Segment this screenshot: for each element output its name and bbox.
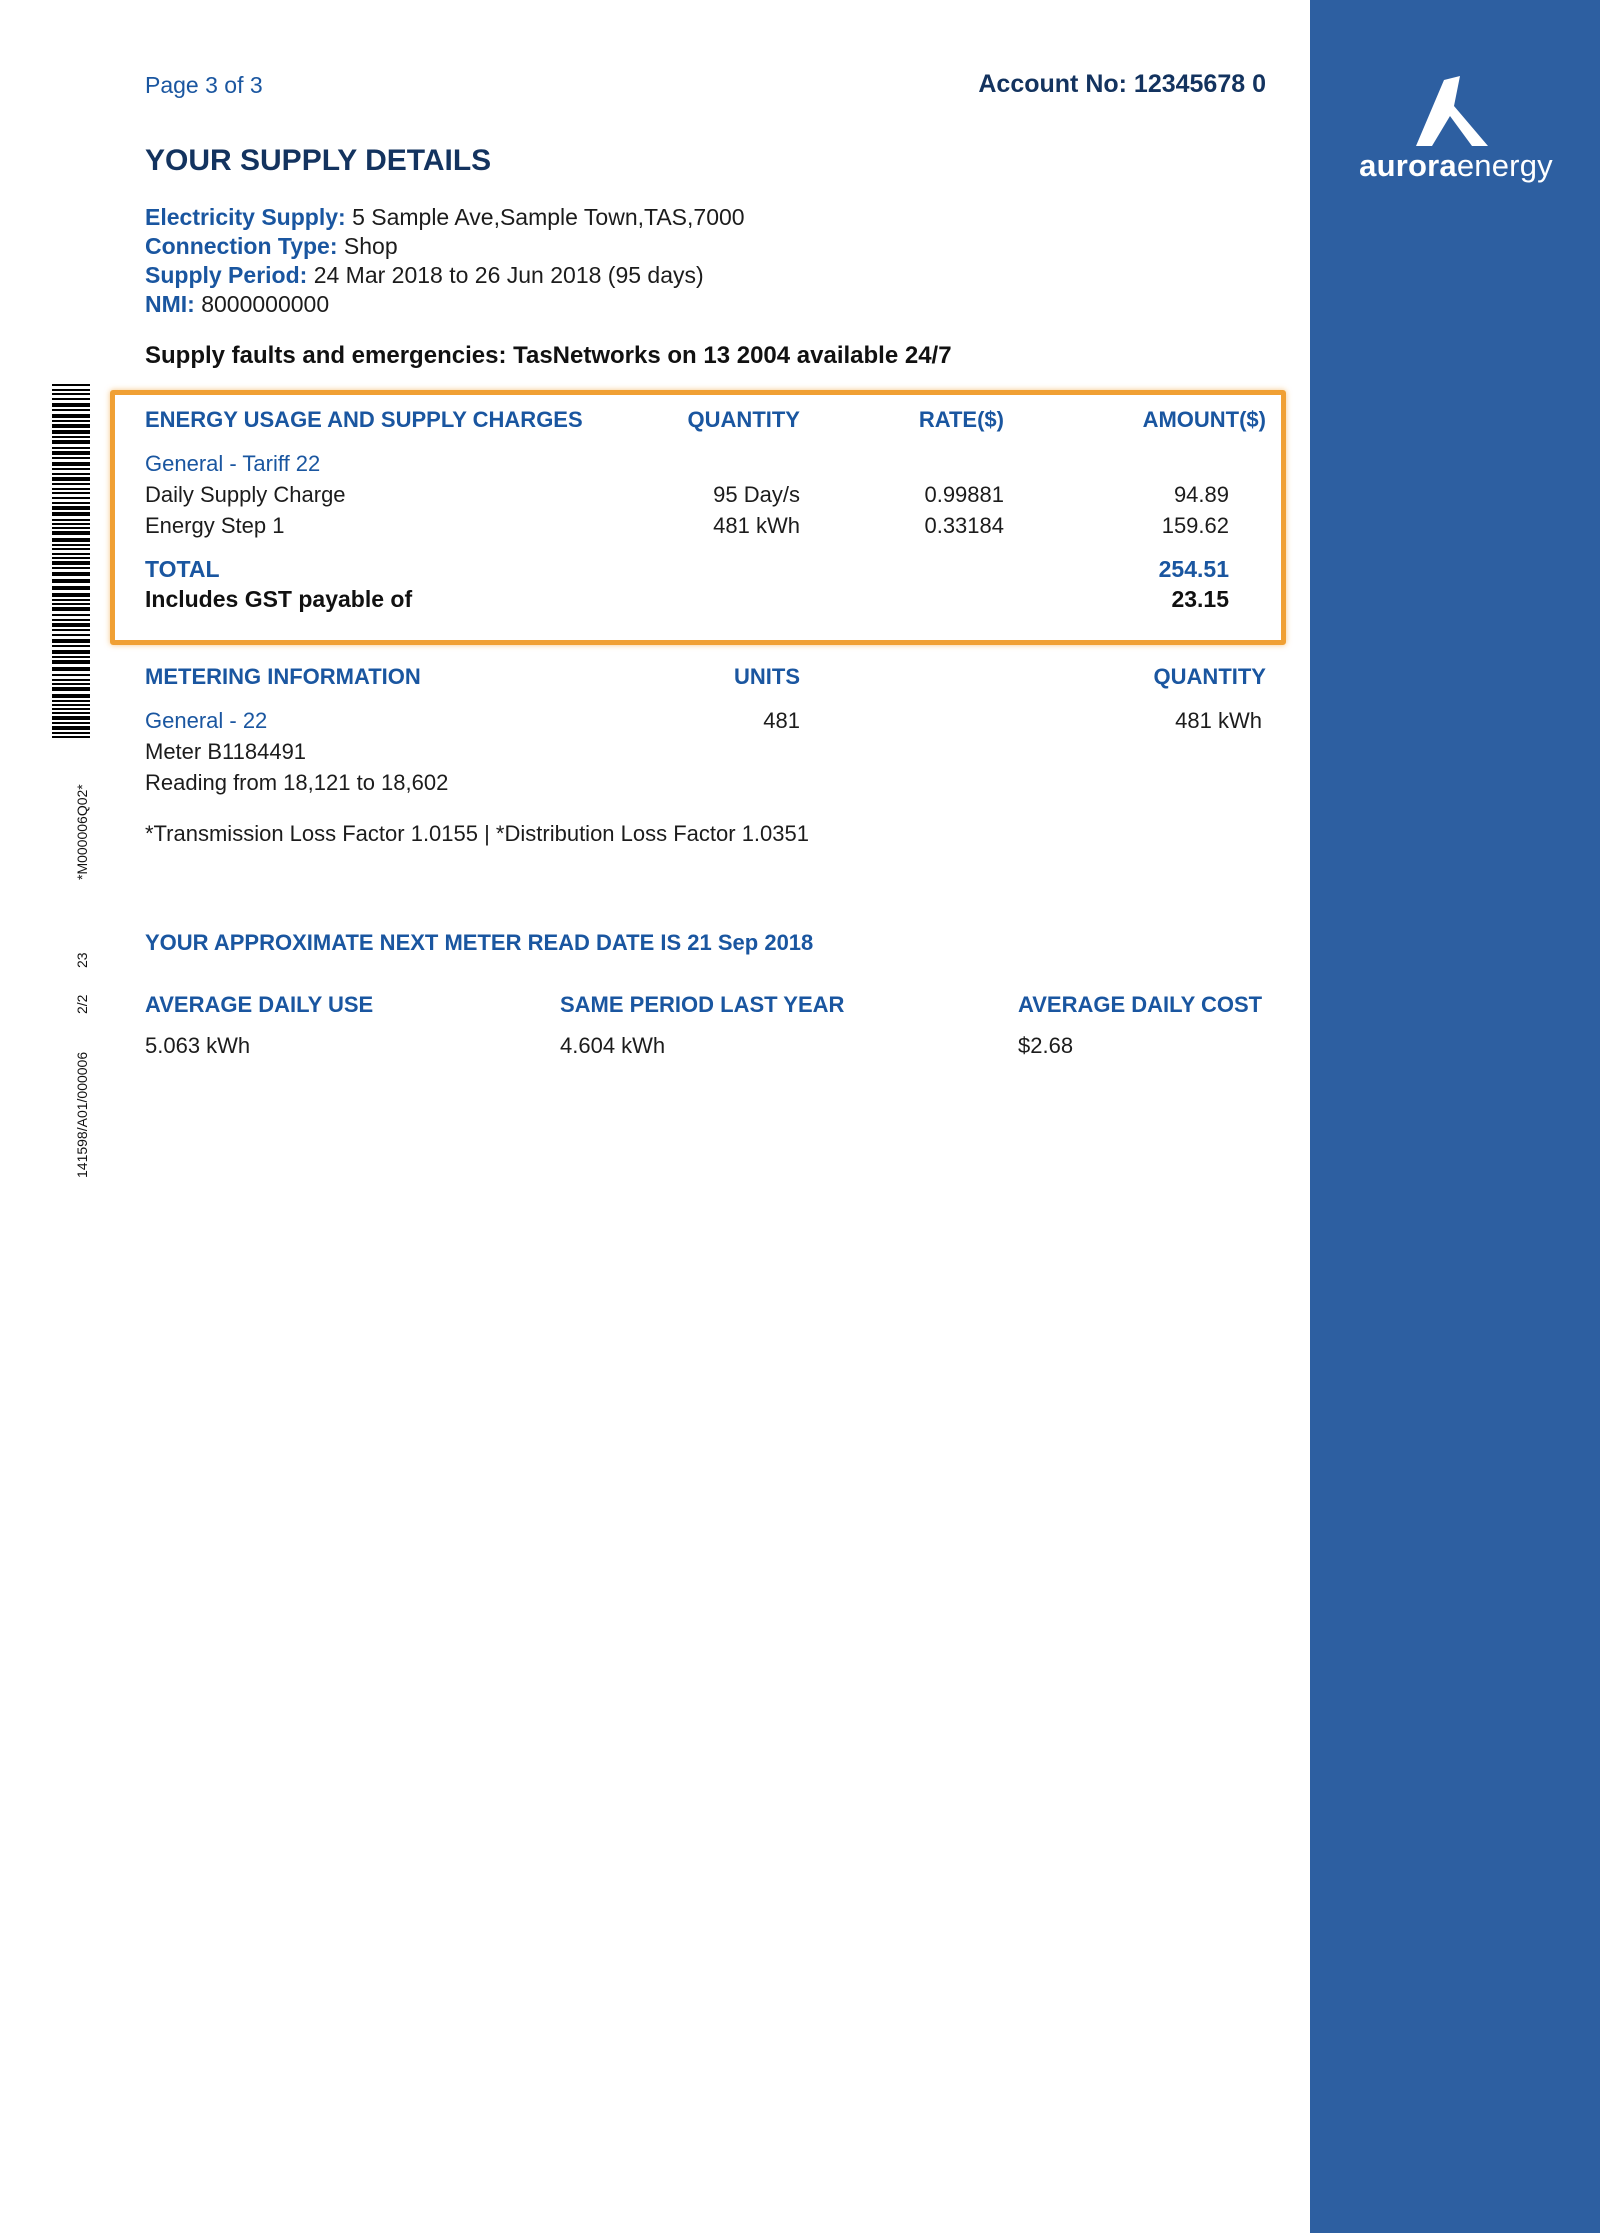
gst-value: 23.15 — [1171, 586, 1229, 612]
connection-type-value: Shop — [343, 233, 398, 259]
supply-period-label: Supply Period: — [145, 262, 308, 288]
page-code: 2/2 — [74, 994, 90, 1014]
stat-label-same-period-last-year: SAME PERIOD LAST YEAR — [560, 992, 845, 1017]
charges-header-rate: RATE($) — [918, 407, 1004, 432]
charge-row-rate: 0.99881 — [924, 482, 1004, 507]
connection-type-label: Connection Type: — [145, 233, 338, 259]
charge-row-amount: 94.89 — [1173, 482, 1229, 507]
stat-value-same-period-last-year: 4.604 kWh — [560, 1033, 666, 1058]
faults-notice: Supply faults and emergencies: TasNetworks on 13 2004 available 24/7 — [145, 342, 952, 369]
charges-header-description: ENERGY USAGE AND SUPPLY CHARGES — [145, 407, 583, 432]
nmi-label: NMI: — [145, 291, 195, 317]
charges-header-amount: AMOUNT($) — [1142, 407, 1266, 432]
nmi-value: 8000000000 — [201, 291, 330, 317]
brand-sidebar — [1310, 0, 1600, 2233]
metering-header-quantity: QUANTITY — [1153, 664, 1266, 689]
metering-units-value: 481 — [763, 708, 800, 733]
metering-quantity-value: 481 kWh — [1175, 708, 1262, 733]
nmi-line — [145, 291, 329, 318]
logo-wordmark: auroraenergy — [1359, 148, 1553, 183]
charge-row-quantity: 481 kWh — [713, 513, 800, 538]
supply-period-value: 24 Mar 2018 to 26 Jun 2018 (95 days) — [313, 262, 704, 288]
charge-row-description: Energy Step 1 — [145, 513, 285, 538]
stat-label-average-daily-cost: AVERAGE DAILY COST — [1018, 992, 1263, 1017]
barcode-text: *M000006Q02* — [74, 784, 90, 880]
aurora-energy-logo — [1336, 76, 1576, 186]
account-number: Account No: 12345678 0 — [978, 70, 1266, 98]
stat-value-average-daily-use: 5.063 kWh — [145, 1033, 251, 1058]
reference-code: 141598/A01/000006 — [74, 1051, 90, 1178]
page-number: Page 3 of 3 — [145, 72, 263, 98]
page-title: YOUR SUPPLY DETAILS — [145, 144, 492, 177]
charge-row-rate: 0.33184 — [924, 513, 1004, 538]
barcode — [52, 384, 90, 742]
charge-row-description: Daily Supply Charge — [145, 482, 346, 507]
charges-header-quantity: QUANTITY — [687, 407, 800, 432]
supply-period-line — [145, 262, 704, 289]
metering-tariff-name: General - 22 — [145, 708, 268, 733]
metering-header-units: UNITS — [734, 664, 800, 689]
stat-label-average-daily-use: AVERAGE DAILY USE — [145, 992, 374, 1017]
sequence-code: 23 — [74, 952, 90, 968]
stat-value-average-daily-cost: $2.68 — [1018, 1033, 1074, 1058]
gst-label: Includes GST payable of — [145, 586, 413, 612]
meter-number: Meter B1184491 — [145, 739, 307, 764]
charges-total-value: 254.51 — [1158, 556, 1229, 582]
logo-mark-icon — [1336, 76, 1576, 148]
electricity-supply-value: 5 Sample Ave,Sample Town,TAS,7000 — [352, 204, 745, 230]
charges-total-label: TOTAL — [145, 556, 220, 582]
charge-row-amount: 159.62 — [1161, 513, 1229, 538]
charge-row-quantity: 95 Day/s — [713, 482, 800, 507]
electricity-supply-line — [145, 204, 745, 231]
loss-factors: *Transmission Loss Factor 1.0155 | *Distribution Loss Factor 1.0351 — [145, 821, 809, 846]
metering-header-title: METERING INFORMATION — [145, 664, 421, 689]
electricity-supply-label: Electricity Supply: — [145, 204, 346, 230]
charges-tariff-name: General - Tariff 22 — [145, 451, 321, 476]
meter-reading: Reading from 18,121 to 18,602 — [145, 770, 449, 795]
connection-type-line — [145, 233, 398, 260]
next-read-date: YOUR APPROXIMATE NEXT METER READ DATE IS 21 Sep 2018 — [145, 930, 814, 955]
